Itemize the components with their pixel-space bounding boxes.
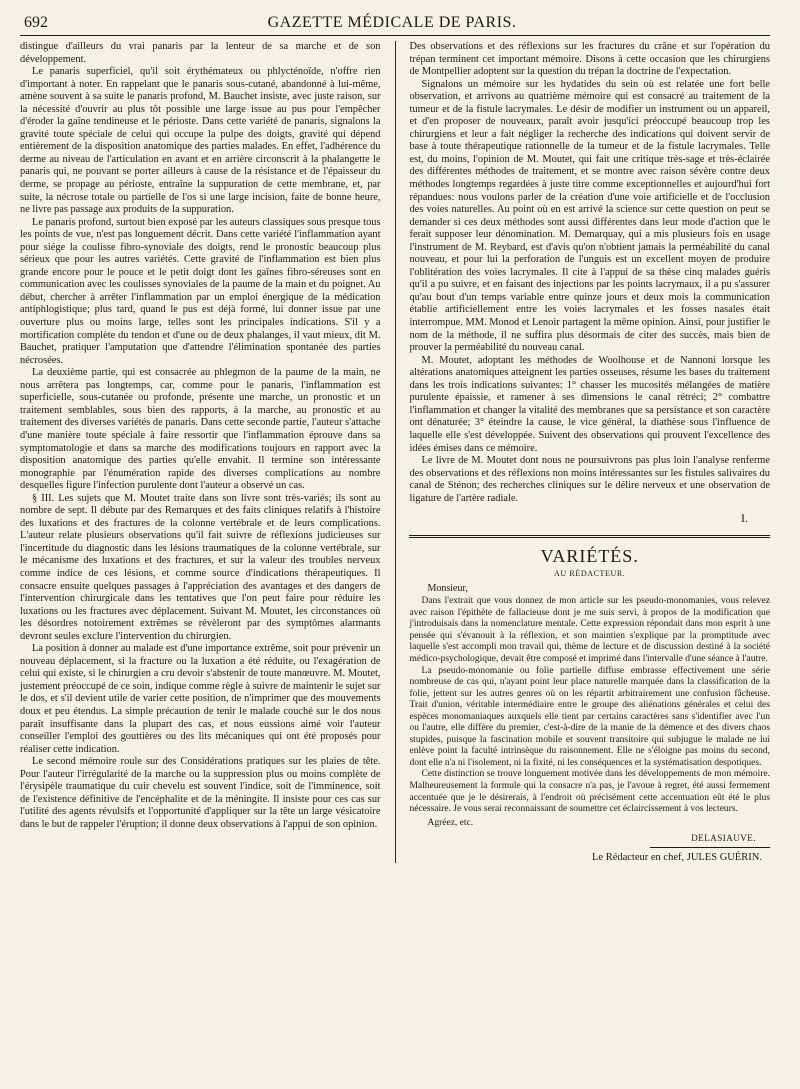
section-separator xyxy=(409,535,770,538)
page-header xyxy=(20,14,770,36)
page-number: 692 xyxy=(24,14,48,31)
left-paragraph-7: Le second mémoire roule sur des Considérations pratiques sur les plaies de tête. Pour l'auteur l'irrégularité de la marche ou la suppression plus ou moins complète de l'érysipèle traumatique du cuir chevelu est souvent l'indice, soit de l'imminence, soit de l'existence définitive de l'encéphalite et de la méningite. Il insiste pour ces cas sur l'utilité des agents révulsifs et l'opportunité d'appliquer sur la tête un large vésicatoire dans le but de rappeler l'éruption; il donne deux observations à l'appui de son opinion. xyxy=(20,756,381,830)
left-paragraph-4: La deuxième partie, qui est consacrée au phlegmon de la paume de la main, ne nous arrêtera pas longtemps, car, comme pour le panaris, l'inflammation est superficielle, sous-cutanée ou profonde, présente une marche, un pronostic et un traitement semblables, sous bien des rapports, à la marche, au pronostic et au traitement des diverses variétés de panaris. Dans cette seconde partie, l'auteur s'attache d'une manière toute spéciale à faire ressortir que l'inflammation éprouve dans sa symptomatologie et dans sa marche des modifications toujours en rapport avec la disposition anatomique des parties qu'elle envahit. Il termine son intéressante monographie par l'énumération rapide des diverses complications au nombre desquelles figure l'infection purulente dont l'auteur a observé un cas. xyxy=(20,367,381,492)
varietes-heading: VARIÉTÉS. xyxy=(540,546,639,567)
letter-salutation: Monsieur, xyxy=(427,583,468,595)
right-column xyxy=(409,41,770,863)
left-paragraph-3: Le panaris profond, surtout bien exposé par les auteurs classiques sous presque tous les points de vue, n'est pas longuement décrit. Dans cette variété l'inflammation ayant pour siége la coulisse fibro-synoviale des doigts, rend le pronostic beaucoup plus sérieux que pour les autres variétés. Cette gravité de l'inflammation est bien plus grande encore pour le pouce et le petit doigt dont les gaînes fibro-séreuses sont en communication avec les coulisses synoviales de la paume de la main et du poignet. Au début, chercher à arrêter l'inflammation par un emploi énergique de la médication antiphlogistique; plus tard, quand le pus est déjà formé, lui donner issue par une ouverture plus ou moins large, telles sont les principales indications. S'il y a mortification complète du tendon et d'une ou de deux phalanges, il vaut mieux, dit M. Bauchet, pratiquer l'amputation que d'attendre l'élimination spontanée des parties nécrosées. xyxy=(20,216,381,366)
column-divider xyxy=(395,41,396,863)
left-paragraph-2: Le panaris superficiel, qu'il soit érythémateux ou phlycténoïde, n'offre rien d'important à noter. En rappelant que le panaris sous-cutané, abandonné à lui-même, amène souvent à sa suite le panaris profond, M. Bauchet insiste, avec juste raison, sur la nécessité d'ouvrir au plus tôt possible une large issue au pus pour l'empêcher d'éroder la gaîne tendineuse et le périoste. Dans cette variété de panaris, signalons la gravité toute spéciale de celui qui occupe la pulpe des doigts, gravité qui dépend entièrement de la disposition anatomique des parties malades. En effet, l'adhérence du derme au niveau de l'articulation en avant et en arrière circonscrit à la phalangette le panaris qui, ne pouvant se porter ailleurs à cause de la résistance et de l'épaisseur du derme, se propage au périoste, entraîne la suppuration de cette membrane, et, par suite, la nécrose totale ou partielle de l'os si une large incision, faite de bonne heure, ne livre pas passage aux produits de la suppuration. xyxy=(20,66,381,216)
letter-body xyxy=(409,596,770,815)
right-paragraph-3: M. Moutet, adoptant les méthodes de Woolhouse et de Nannoni lorsque les altérations anatomiques atteignent les parties osseuses, résume les bases du traitement dans les trois indications suivantes: 1° chasser les mucosités mélangées de matière purulente épaissie, et ramener à ses dimensions le canal rétréci; 2° combattre l'inflammation et changer la vitalité des membranes que sa persistance et son caractère ont dénaturée; 3° éteindre la cause, le vice général, la diathèse sous l'influence de laquelle elle s'est développée. Suivent des observations qui prouvent l'excellence des idées émises dans ce mémoire. xyxy=(409,354,770,454)
left-column xyxy=(20,41,381,863)
article-columns xyxy=(20,41,770,863)
right-paragraph-4: Le livre de M. Moutet dont nous ne poursuivrons pas plus loin l'analyse renferme des observations et des réflexions non moins intéressantes sur les fistules salivaires du canal de Sténon; des recherches cliniques sur le délire nerveux et une observation de ligature de l'artère radiale. xyxy=(409,455,770,504)
left-paragraph-5: § III. Les sujets que M. Moutet traite dans son livre sont très-variés; ils sont au nombre de sept. Il débute par des Remarques et des faits cliniques relatifs à l'histoire des luxations et des fractures de la colonne vertébrale et de leurs complications. L'auteur relate plusieurs observations qu'il fait suivre de réflexions judicieuses sur l'incertitude du diagnostic dans les lésions traumatiques de la colonne vertébrale, sur le mécanisme des luxations et des fractures, et sur la valeur des troubles nerveux comme indice de ces lésions, et comme source d'indications thérapeutiques. Il consacre ensuite quelques passages à l'appréciation des avantages et des dangers de l'intervention chirurgicale dans les tentatives que l'on peut faire pour réduire les luxations ou les fractures avec déplacement. Suivant M. Moutet, les circonstances où les désordres notoirement extrêmes se révèleront par des symptômes alarmants devront seules exclure l'intervention du chirurgien. xyxy=(20,492,381,642)
letter-paragraph-1: Dans l'extrait que vous donnez de mon article sur les pseudo-monomanies, vous relevez avec raison l'épithète de fallacieuse dont je me suis servi, à propos de la modification que j'introduisais dans la nomenclature mentale. Cette expression répondait dans mon esprit à une pensée qui s'évanouit à la réflexion, et son maintien s'explique par la promptitude avec laquelle s'est accompli mon travail qui, thème de lecture et de discussion destiné à la société médico-psychologique, devait être composé et imprimé dans l'intervalle d'une séance à l'autre. xyxy=(409,596,770,664)
right-paragraph-2: Signalons un mémoire sur les hydatides du sein où est relatée une fort belle observation, et arrivons au quatrième mémoire qui est consacré au traitement de la tumeur et de la fistule lacrymales. Le désir de modifier un instrument ou un appareil, et d'en proposer de nouveaux, paraît avoir jusqu'ici préoccupé beaucoup trop les chirurgiens et leur a fait négliger la recherche des indications qui doivent servir de base à toute thérapeutique rationnelle de la tumeur et de la fistule lacrymales. Telle est, du moins, l'opinion de M. Moutet, qui fait une critique très-sage et très-éclairée des différentes méthodes de traitement, et se montre avec raison sévère contre deux méthodes longtemps regardées à juste titre comme exceptionnelles et aujourd'hui fort répandues: nous voulons parler de la création d'une voie artificielle et de l'occlusion des voies naturelles. Au point où en est arrivé la science sur cette question on peut se demander si ces deux méthodes sont aussi différentes dans leur mode d'action que le ferait supposer leur dénomination. M. Demarquay, qui a mis plusieurs fois en usage l'instrument de M. Reybard, est d'avis qu'on n'obtient jamais la perméabilité du canal nouveau, et pour lui la perforation de l'unguis est un excellent moyen de produire l'oblitération des voies lacrymales. Il cite à l'appui de sa thèse cinq malades guéris qu'il a pu suivre, et en faisant des injections par les points lacrymaux, il a pu s'assurer qu'au bout d'un temps variable entre quinze jours et deux mois la communication établie artificiellement entre les voies lacrymales et les fosses nasales était interrompue. MM. Monod et Lenoir partagent la même opinion. Ainsi, pour justifier le nom de la méthode, il ne suffira plus désormais de citer des succès, mais bien de prouver la perméabilité du nouveau canal. xyxy=(409,78,770,354)
journal-title: GAZETTE MÉDICALE DE PARIS. xyxy=(267,14,517,31)
editor-in-chief-line: Le Rédacteur en chef, JULES GUÉRIN. xyxy=(592,851,762,863)
signature-rule xyxy=(650,847,770,848)
au-redacteur-subheading: AU RÉDACTEUR. xyxy=(554,569,626,579)
right-paragraph-1: Des observations et des réflexions sur les fractures du crâne et sur l'opération du trépan terminent cet important mémoire. Disons à cette occasion que les chirurgiens de Montpellier adoptent sur la question du trépan la doctrine de l'expectation. xyxy=(409,41,770,78)
review-signature: I. xyxy=(740,511,748,526)
left-paragraph-1: distingue d'ailleurs du vrai panaris par la lenteur de sa marche et de son développement. xyxy=(20,41,381,65)
letter-paragraph-3: Cette distinction se trouve longuement motivée dans les développements de mon mémoire. Malheureusement la formule qui la consacre n'a pas, je l'avoue à regret, été aussi fermement accentuée que je le désirerais, à l'endroit où précisément cette accentuation eût été le plus nécessaire. Je vous serai reconnaissant de soumettre cet éclaircissement à vos lecteurs. xyxy=(409,769,770,815)
left-paragraph-6: La position à donner au malade est d'une importance extrême, soit pour prévenir un nouveau déplacement, si la fracture ou la luxation a été réduite, ou l'exagération de celui qui existe, si le chirurgien a cru devoir s'abstenir de toute manœuvre. M. Moutet, justement préoccupé de ce soin, indique comme règle à suivre de maintenir le sujet sur le dos, et s'il devient utile de varier cette position, de n'imprimer que des mouvements doux et peu étendus. La simple précaution de tenir le malade couché sur le dos nous paraît insuffisante dans la plupart des cas, et nous eussions aimé voir l'auteur conseiller l'emploi des gouttières ou des lits mécaniques qui ont été proposés pour réaliser cette indication. xyxy=(20,643,381,755)
letter-closing: Agréez, etc. xyxy=(427,817,474,828)
letter-signature: DELASIAUVE. xyxy=(691,832,756,843)
letter-paragraph-2: La pseudo-monomanie ou folie partielle diffuse embrasse effectivement une série nombreuse de cas qui, n'ayant point leur place naturelle marquée dans la classification de la folie, jettent sur les autres genres où on les répartit arbitrairement une confusion fâcheuse. Trait d'union, véritable intermédiaire entre le groupe des aliénations générales et celui des espèces monomaniaques auxquels elle tient par certains caractères sans s'identifier avec l'un ou l'autre, elle diffère du premier, c'est-à-dire de la manie de la démence et des divers chaos stupides, puisque la fascination mobile et souvent transitoire qui subjugue le malade ne lui enlève point la faculté intrinsèque du raisonnement. Elle ne s'éloigne pas moins du second, dont elle n'a ni l'isolement, ni la fixité, ni les conséquences et la systématisation despotiques. xyxy=(409,665,770,768)
